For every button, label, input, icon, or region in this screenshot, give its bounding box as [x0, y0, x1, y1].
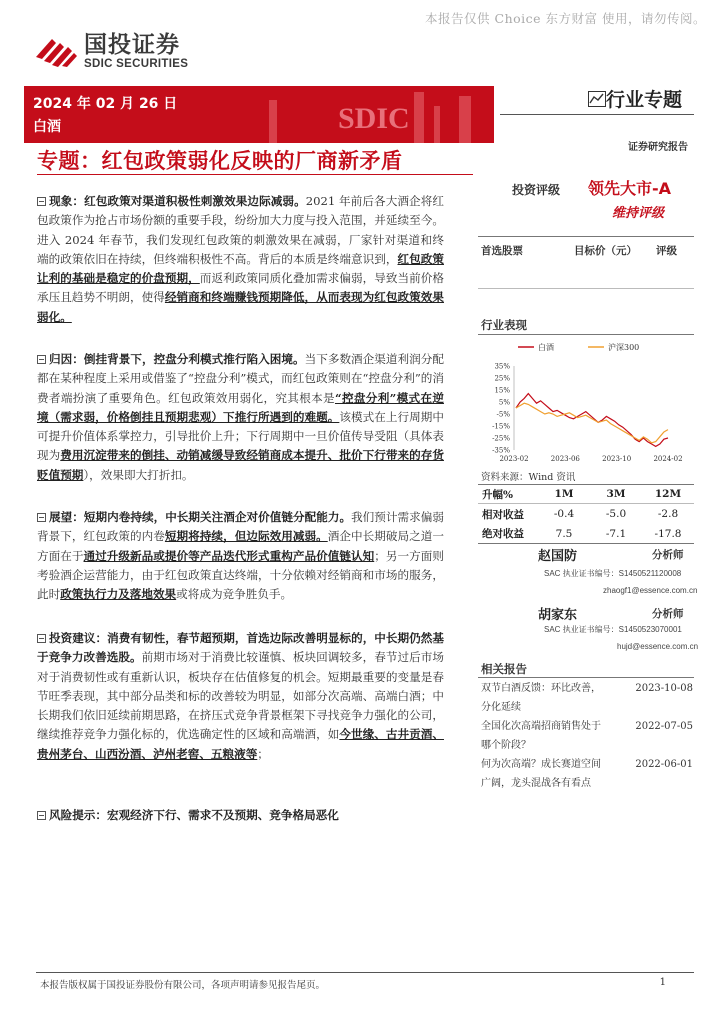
section-underline: 短期将持续，但边际效用减弱。 [164, 529, 328, 544]
chart-y-tick-label: -5% [496, 410, 510, 419]
perf-table-header [478, 484, 694, 504]
report-subtype: 证券研究报告 [628, 142, 688, 153]
related-report-line: 分化延续 [481, 702, 521, 713]
box-bullet-icon [37, 197, 46, 206]
banner-art [264, 86, 494, 143]
section-underline: “控盘分利”模式在逆境（需求弱，价格倒挂且预期悲观）下推行所遇到的难题。 [37, 390, 444, 424]
stock-table-header-1: 首选股票 [481, 245, 523, 257]
section-risk [37, 806, 444, 825]
perf-cell: 7.5 [555, 527, 573, 540]
box-bullet-icon [37, 811, 46, 820]
related-report-line: 广阔，龙头混战各有看点 [481, 778, 591, 789]
page-title: 专题：红包政策弱化反映的厂商新矛盾 [37, 149, 403, 173]
section-text: ； [257, 746, 269, 761]
list-item[interactable] [481, 717, 693, 755]
related-report-line: 哪个阶段？ [481, 740, 531, 751]
industry-performance-chart [478, 338, 694, 466]
chart-trend-icon [588, 91, 606, 107]
chart-y-tick-label: 35% [494, 362, 510, 371]
section-underline: 经销商和终端赚钱预期降低，从而表现为红包政策效果弱化。 [37, 290, 444, 324]
divider [478, 677, 694, 678]
section-text: ），效果即大打折扣。 [83, 467, 194, 482]
analyst-email[interactable]: zhaogf1@essence.com.cn [603, 586, 698, 595]
section-lead: 投资建议：消费有韧性，春节超预期，首选边际改善明显标的，中长期仍然基于竞争力改善选股。 [37, 631, 444, 665]
perf-row-label: 绝对收益 [482, 528, 524, 540]
report-type-label: 行业专题 [606, 89, 683, 111]
perf-cell: -7.1 [605, 527, 627, 540]
related-report-line: 何为次高端？成长赛道空间 [481, 759, 601, 770]
chart-y-tick-label: 15% [494, 386, 510, 395]
logo-en: SDIC SECURITIES [84, 58, 189, 70]
section-text: 酒企中长期破局之道一方面在于 [37, 529, 444, 563]
watermark-text: 本报告仅供 Choice 东方财富 使用，请勿传阅。 [425, 11, 706, 26]
page-number: 1 [659, 977, 666, 988]
section-lead: 风险提示：宏观经济下行、需求不及预期、竞争格局恶化 [49, 808, 339, 822]
rating-value: 领先大市-A [588, 179, 672, 198]
related-title: 相关报告 [481, 662, 527, 676]
footer-divider [36, 972, 694, 973]
chart-y-tick-label: 25% [494, 374, 510, 383]
section-lead: 展望：短期内卷持续，中长期关注酒企对价值链分配能力。 [49, 510, 352, 524]
analyst-cert: SAC 执业证书编号：S1450523070001 [544, 625, 682, 634]
section-underline: 费用沉淀带来的倒挂、动销减缓导致经销商成本提升、批价下行带来的存货贬值预期 [37, 448, 444, 482]
analyst-name: 胡家东 [538, 608, 578, 623]
title-underline [37, 174, 473, 175]
section-underline: 今世缘、古井贡酒、贵州茅台、山西汾酒、泸州老窖、五粮液等 [37, 727, 444, 761]
rating-sub: 维持评级 [612, 206, 665, 221]
box-bullet-icon [37, 513, 46, 522]
table-row [478, 504, 694, 524]
section-text: 而返利政策同质化叠加需求偏弱，导致当前价格承压且趋势不明朗，使得 [37, 271, 444, 305]
perf-cell: -0.4 [553, 508, 575, 520]
section-text: 该模式在上行周期中可提升价值体系掌控力，引导批价上升；下行周期中一旦价值传导受阻（具体表现为 [37, 409, 444, 463]
perf-row-label: 相对收益 [482, 508, 524, 521]
section-outlook [37, 508, 444, 604]
section-lead: 现象：红包政策对渠道积极性刺激效果边际减弱。 [49, 194, 306, 208]
legend-label-baijiu: 白酒 [538, 343, 554, 352]
divider [478, 334, 694, 335]
divider [478, 288, 694, 289]
perf-header-cell: 3M [606, 488, 626, 500]
related-report-line: 全国化次高端招商销售处于 [481, 721, 601, 732]
section-underline: 政策执行力及落地效果 [60, 587, 177, 602]
box-bullet-icon [37, 634, 46, 643]
chart-x-tick-label: 2024-02 [653, 455, 683, 463]
related-report-date: 2023-10-08 [635, 683, 693, 694]
logo-mark-icon [34, 33, 78, 69]
box-bullet-icon [37, 355, 46, 364]
related-report-date: 2022-06-01 [635, 759, 693, 770]
perf-header-cell: 12M [654, 488, 682, 500]
section-text: ；另一方面则考验酒企运营能力，由于红包政策直达终端，十分依赖对经销商和市场的服务，此时 [37, 548, 444, 602]
section-lead: 归因：倒挂背景下，控盘分利模式推行陷入困境。 [49, 352, 305, 366]
perf-header-cell: 升幅% [482, 488, 513, 501]
perf-title: 行业表现 [481, 318, 527, 332]
header-banner [24, 86, 494, 143]
banner-art-text: SDIC [338, 102, 410, 135]
chart-x-tick-label: 2023-02 [499, 455, 529, 463]
analyst-title: 分析师 [652, 549, 684, 561]
report-type [588, 85, 682, 112]
perf-table [478, 484, 694, 544]
report-date: 2024 年 02 月 26 日 [33, 96, 178, 112]
industry-name: 白酒 [33, 119, 61, 135]
list-item[interactable] [481, 755, 693, 793]
perf-cell: -5.0 [605, 508, 627, 520]
section-text: 我们预计需求偏弱背景下，红包政策的内卷 [37, 510, 444, 544]
chart-y-tick-label: -35% [492, 446, 510, 455]
section-text: 2021 年前后各大酒企将红包政策作为抢占市场份额的重要手段，纷纷加大力度与投入范围，并延续至今。进入 2024 年春节，我们发现红包政策的刺激效果在减弱，厂家针对渠道和终端的政策依旧在持续，但终端积极性不高。背后的本质是终端意识到， [37, 194, 444, 266]
table-row [478, 524, 694, 544]
legend-label-hs300: 沪深300 [608, 343, 640, 352]
company-logo [34, 32, 188, 70]
analyst-title: 分析师 [652, 608, 684, 620]
section-attribution [37, 350, 444, 485]
section-phenomenon [37, 192, 444, 327]
chart-x-tick-label: 2023-10 [602, 455, 632, 463]
perf-header-cell: 1M [554, 488, 574, 500]
section-text: 前期市场对于消费比较谨慎、板块回调较多，春节过后市场对于消费韧性或有重新认识，板块存在估值修复的机会。短期最重要的变量是春节旺季表现，其中部分品类和标的改善较为明显，如部分次高端、高端白酒；中长期我们依旧延续前期思路，在挤压式竞争背景框架下寻找竞争力强化的公司，继续推荐竞争力强化标的，优选确定性的区域和高端酒，如 [37, 650, 444, 742]
related-report-line: 双节白酒反馈：环比改善， [481, 683, 601, 694]
section-text: 当下多数酒企渠道利润分配都在某种程度上采用或借鉴了“控盘分利”模式，而红包政策则在“控盘分利”的消费者端扮演了重要角色。红包政策效用弱化，究其根本是 [37, 352, 444, 405]
chart-y-tick-label: -25% [492, 434, 510, 443]
list-item[interactable] [481, 679, 693, 717]
chart-source: 资料来源：Wind 资讯 [481, 472, 576, 483]
analyst-email[interactable]: hujd@essence.com.cn [617, 642, 699, 651]
section-investment [37, 629, 444, 764]
related-report-date: 2022-07-05 [635, 721, 693, 732]
stock-table-header-2: 目标价（元） [574, 245, 637, 257]
section-underline: 红包政策让利的基础是稳定的价盘预期， [37, 251, 444, 286]
perf-cell: -2.8 [657, 508, 679, 520]
section-text: 或将成为竞争胜负手。 [176, 587, 293, 602]
rating-label: 投资评级 [512, 183, 561, 197]
section-underline: 通过升级新品或提价等产品迭代形式重构产品价值链认知 [83, 548, 375, 563]
perf-cell: -17.8 [654, 527, 682, 540]
stock-table-header-3: 评级 [656, 245, 677, 257]
chart-y-tick-label: -15% [492, 422, 510, 431]
chart-x-tick-label: 2023-06 [550, 455, 580, 463]
logo-cn: 国投证券 [84, 32, 180, 58]
chart-y-tick-label: 5% [498, 398, 510, 407]
analyst-cert: SAC 执业证书编号：S1450521120008 [544, 569, 682, 578]
divider [500, 114, 694, 115]
footer-text: 本报告版权属于国投证券股份有限公司，各项声明请参见报告尾页。 [40, 980, 326, 991]
series-line-hs300 [516, 403, 668, 443]
divider [478, 236, 694, 237]
analyst-name: 赵国防 [538, 549, 578, 564]
